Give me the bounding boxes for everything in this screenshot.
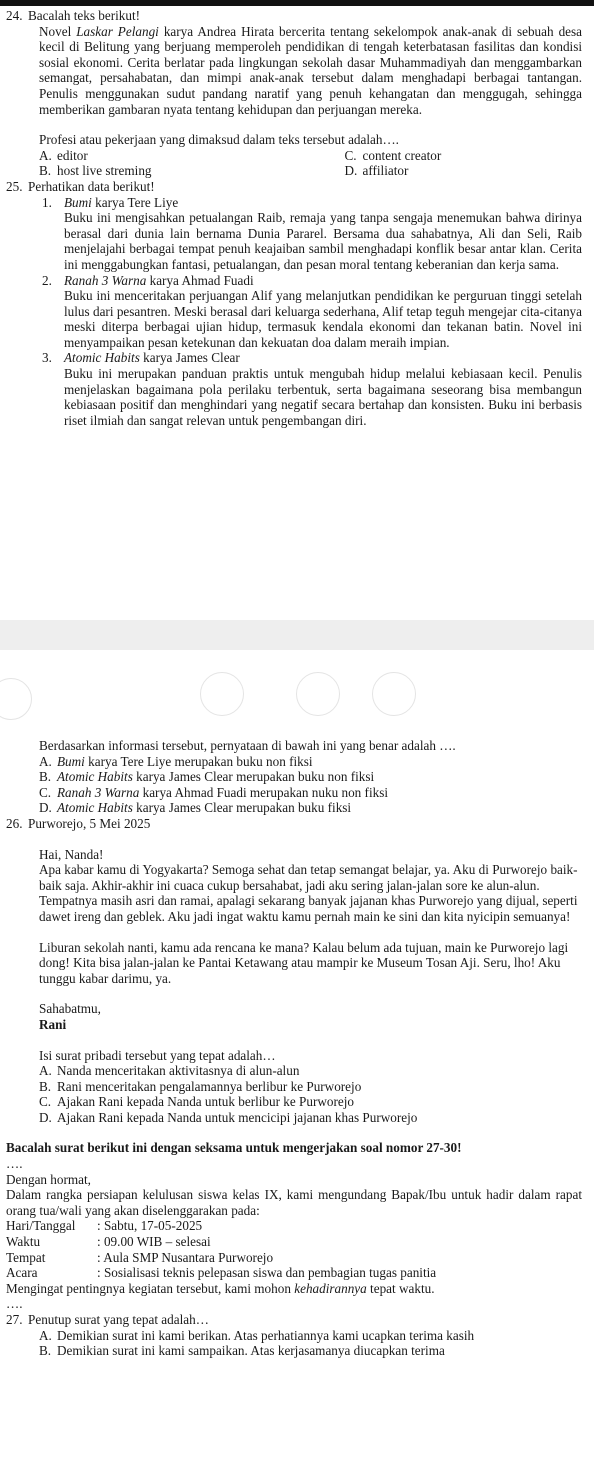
- letter-reminder: Mengingat pentingnya kegiatan tersebut, kami mohon kehadirannya tepat waktu.: [6, 1280, 435, 1296]
- letter-closing: Sahabatmu,: [39, 1001, 101, 1017]
- question-25: [0, 179, 594, 429]
- option-a[interactable]: A. Bumi karya Tere Liye merupakan buku non fiksi: [39, 753, 313, 769]
- letter-greeting: Hai, Nanda!: [39, 846, 104, 862]
- book-description: Buku ini mengisahkan petualangan Raib, remaja yang tanpa sengaja menemukan bahwa dirinya berasal dari dunia lain bernama Dunia Pararel. Bersama dua sahabatnya, Ali dan Seli, Raib menjelajahi berbagai tempat penuh keajaiban sambil menghadapi konflik besar antar klan. Cerita ini menggabungkan fantasi, petualangan, dan pesan moral tentang keberanian dan kerja sama.: [64, 210, 582, 272]
- option-b[interactable]: B. Rani menceritakan pengalamannya berlibur ke Purworejo: [39, 1078, 362, 1094]
- section-instruction: Bacalah surat berikut ini dengan seksama untuk mengerjakan soal nomor 27-30!: [6, 1140, 462, 1156]
- passage-text: karya Andrea Hirata bercerita tentang sekelompok anak-anak di sebuah desa kecil di Belitung yang berjuang memperoleh pendidikan di tengah keterbatasan fasilitas dan kondisi sosial ekonomi. Cerita berlatar pada lingkungan sekolah dasar Muhammadiyah dan menggambarkan semangat, persahabatan, dan mimpi anak-anak tersebut dalam menghadapi berbagai tantangan. Penulis menggunakan sudut pandang naratif yang penuh kehangatan dan menggugah, sehingga memberikan gambaran nyata tentang kehidupan dan perjuangan mereka.: [39, 23, 582, 117]
- option-d[interactable]: D. Ajakan Rani kepada Nanda untuk mencicipi jajanan khas Purworejo: [39, 1109, 418, 1125]
- option-b[interactable]: B. host live streming: [39, 163, 152, 179]
- question-number: 27.: [6, 1312, 23, 1327]
- book-item-3: 3. Atomic Habits karya James Clear Buku ini merupakan panduan praktis untuk mengubah hidup melalui kebiasaan kecil. Penulis menjelaskan bagaimana pola perilaku terbentuk, serta bagaimana seseorang bisa membangun kebiasaan positif dan menghindari yang negatif secara bertahap dan konsisten. Buku ini berbasis riset ilmiah dan sangat relevan untuk pengembangan diri.: [42, 350, 582, 428]
- letter-2: [0, 1140, 594, 1312]
- letter-detail-row: Waktu : 09.00 WIB – selesai: [6, 1234, 211, 1250]
- book-item-2: 2. Ranah 3 Warna karya Ahmad Fuadi Buku ini menceritakan perjuangan Alif yang melanjutkan pendidikan ke perguruan tinggi setelah lulus dari pesantren. Meski berasal dari keluarga sederhana, Alif tetap teguh mengejar cita-citanya meski diterpa berbagai ujian hidup, termasuk kendala ekonomi dan tekanan batin. Novel ini menyampaikan pesan ketekunan dan kekuatan doa dalam meraih impian.: [42, 272, 582, 350]
- instruction: Bacalah teks berikut!: [28, 8, 141, 23]
- question-number: 24.: [6, 8, 23, 23]
- question-26: [0, 816, 594, 1126]
- book-title: Atomic Habits: [64, 350, 140, 366]
- book-title: Bumi: [64, 194, 92, 210]
- book-description: Buku ini merupakan panduan praktis untuk mengubah hidup melalui kebiasaan kecil. Penulis menjelaskan bagaimana pola perilaku terbentuk, serta bagaimana seseorang bisa membangun kebiasaan positif dan menghindari yang negatif secara bertahap dan konsisten. Buku ini berbasis riset ilmiah dan sangat relevan untuk pengembangan diri.: [64, 366, 582, 428]
- option-c[interactable]: C. Ranah 3 Warna karya Ahmad Fuadi merupakan nuku non fiksi: [39, 784, 388, 800]
- passage-prefix: Novel: [39, 23, 77, 39]
- option-a[interactable]: A. Demikian surat ini kami berikan. Atas perhatiannya kami ucapkan terima kasih: [39, 1327, 475, 1343]
- page-section-2: [0, 650, 594, 1359]
- letter-place-date: Purworejo, 5 Mei 2025: [28, 815, 151, 831]
- options: [39, 1328, 582, 1359]
- page-break: [0, 620, 594, 650]
- options: [39, 148, 582, 179]
- question-text: Berdasarkan informasi tersebut, pernyataan di bawah ini yang benar adalah ….: [39, 738, 456, 753]
- question-text: Isi surat pribadi tersebut yang tepat adalah…: [39, 1047, 276, 1063]
- option-b[interactable]: B. Demikian surat ini kami sampaikan. Atas kerjasamanya diucapkan terima: [39, 1343, 445, 1359]
- option-b[interactable]: B. Atomic Habits karya James Clear merupakan buku non fiksi: [39, 769, 375, 785]
- option-d[interactable]: D. Atomic Habits karya James Clear merupakan buku fiksi: [39, 800, 352, 816]
- question-24: [0, 8, 594, 179]
- letter-paragraph-2: Liburan sekolah nanti, kamu ada rencana ke mana? Kalau belum ada tujuan, main ke Purworejo lagi dong! Kita bisa jalan-jalan ke Pantai Ketawang atau mampir ke Museum Tosan Aji. Seru, lho! Aku tunggu kabar darimu, ya.: [39, 939, 569, 986]
- letter-salutation: Dengan hormat,: [6, 1171, 91, 1187]
- letter-body: Dalam rangka persiapan kelulusan siswa kelas IX, kami mengundang Bapak/Ibu untuk hadir dalam rapat orang tua/wali yang akan diselenggarakan pada:: [6, 1187, 582, 1218]
- option-c[interactable]: C. Ajakan Rani kepada Nanda untuk berlibur ke Purworejo: [39, 1094, 354, 1110]
- question-number: 25.: [6, 178, 23, 194]
- letter-paragraph-1: Apa kabar kamu di Yogyakarta? Semoga sehat dan tetap semangat belajar, ya. Aku di Purworejo baik-baik saja. Akhir-akhir ini cuaca cukup bersahabat, jadi aku sering jalan-jalan sore ke alun-alun. Tempatnya masih asri dan ramai, apalagi sekarang banyak jajanan khas Purworejo yang dijual, seperti dawet ireng dan geblek. Aku jadi ingat waktu kamu pernah main ke sini dan kita nyicipin semuanya!: [39, 862, 578, 924]
- letter-detail-row: Tempat : Aula SMP Nusantara Purworejo: [6, 1249, 274, 1265]
- top-edge-bar: [0, 0, 594, 6]
- question-27: [0, 1312, 594, 1359]
- question-text: Profesi atau pekerjaan yang dimaksud dalam teks tersebut adalah….: [39, 132, 399, 148]
- book-item-1: 1. Bumi karya Tere Liye Buku ini mengisahkan petualangan Raib, remaja yang tanpa sengaja menemukan bahwa dirinya berasal dari dunia lain bernama Dunia Pararel. Bersama dua sahabatnya, Ali dan Seli, Raib menjelajahi berbagai tempat penuh keajaiban sambil menghadapi konflik besar antar klan. Cerita ini menggabungkan fantasi, petualangan, dan pesan moral tentang keberanian dan kerja sama.: [42, 194, 582, 272]
- ellipsis: ….: [6, 1296, 23, 1312]
- passage: [39, 24, 582, 118]
- question-number: 26.: [6, 815, 23, 831]
- option-a[interactable]: A. editor: [39, 147, 88, 163]
- letter-detail-row: Acara : Sosialisasi teknis pelepasan siswa dan pembagian tugas panitia: [6, 1265, 437, 1281]
- book-title: Ranah 3 Warna: [64, 272, 147, 288]
- option-a[interactable]: A. Nanda menceritakan aktivitasnya di alun-alun: [39, 1063, 300, 1079]
- options: [39, 1063, 582, 1125]
- letter-signer: Rani: [39, 1016, 67, 1032]
- question-25-continued: [0, 650, 594, 816]
- page-section-1: [0, 8, 594, 428]
- book-description: Buku ini menceritakan perjuangan Alif yang melanjutkan pendidikan ke perguruan tinggi setelah lulus dari pesantren. Meski berasal dari keluarga sederhana, Alif tetap teguh mengejar cita-citanya meski diterpa berbagai ujian hidup, termasuk kendala ekonomi dan tekanan batin. Novel ini menyampaikan pesan ketekunan dan kekuatan doa dalam meraih impian.: [64, 288, 582, 350]
- option-c[interactable]: C. content creator: [344, 147, 442, 163]
- question-text: Penutup surat yang tepat adalah…: [28, 1312, 209, 1327]
- instruction: Perhatikan data berikut!: [28, 178, 155, 194]
- ellipsis: ….: [6, 1156, 23, 1172]
- novel-title: Laskar Pelangi: [76, 23, 159, 39]
- letter-detail-row: Hari/Tanggal : Sabtu, 17-05-2025: [6, 1218, 203, 1234]
- option-d[interactable]: D. affiliator: [344, 163, 409, 179]
- options: [39, 754, 582, 816]
